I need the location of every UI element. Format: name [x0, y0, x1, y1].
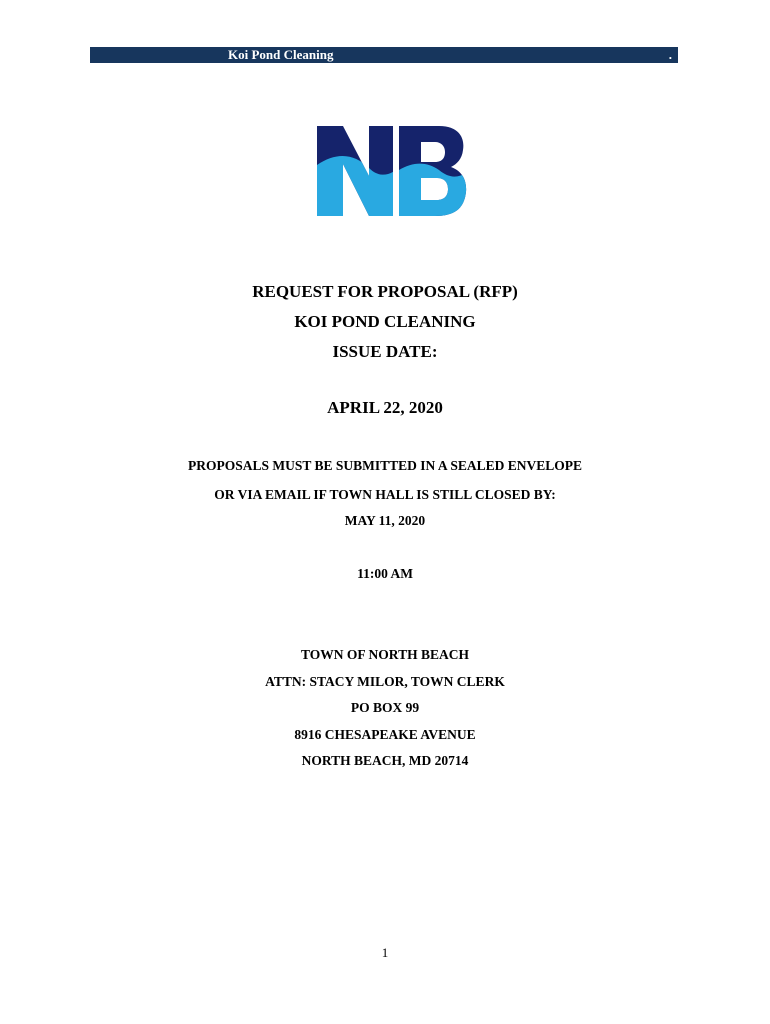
deadline-time: 11:00 AM — [357, 566, 413, 581]
project-title: KOI POND CLEANING — [294, 312, 476, 331]
nb-logo — [313, 122, 469, 220]
rfp-title: REQUEST FOR PROPOSAL (RFP) — [252, 282, 518, 301]
address-attn: ATTN: STACY MILOR, TOWN CLERK — [265, 674, 505, 689]
header-bar — [90, 47, 678, 63]
address-po-box: PO BOX 99 — [350, 700, 420, 715]
issue-date-label: ISSUE DATE: — [332, 342, 438, 361]
submission-line-2: OR VIA EMAIL IF TOWN HALL IS STILL CLOSED BY: — [214, 487, 556, 502]
submission-line-1: PROPOSALS MUST BE SUBMITTED IN A SEALED ENVELOPE — [188, 458, 582, 473]
address-org: TOWN OF NORTH BEACH — [301, 647, 469, 662]
issue-date: APRIL 22, 2020 — [327, 398, 443, 417]
header-mark: . — [668, 47, 672, 62]
header-title: Koi Pond Cleaning — [228, 47, 334, 62]
deadline-date: MAY 11, 2020 — [344, 513, 426, 528]
address-city: NORTH BEACH, MD 20714 — [301, 753, 469, 768]
address-street: 8916 CHESAPEAKE AVENUE — [294, 727, 476, 742]
page-number: 1 — [381, 945, 389, 960]
